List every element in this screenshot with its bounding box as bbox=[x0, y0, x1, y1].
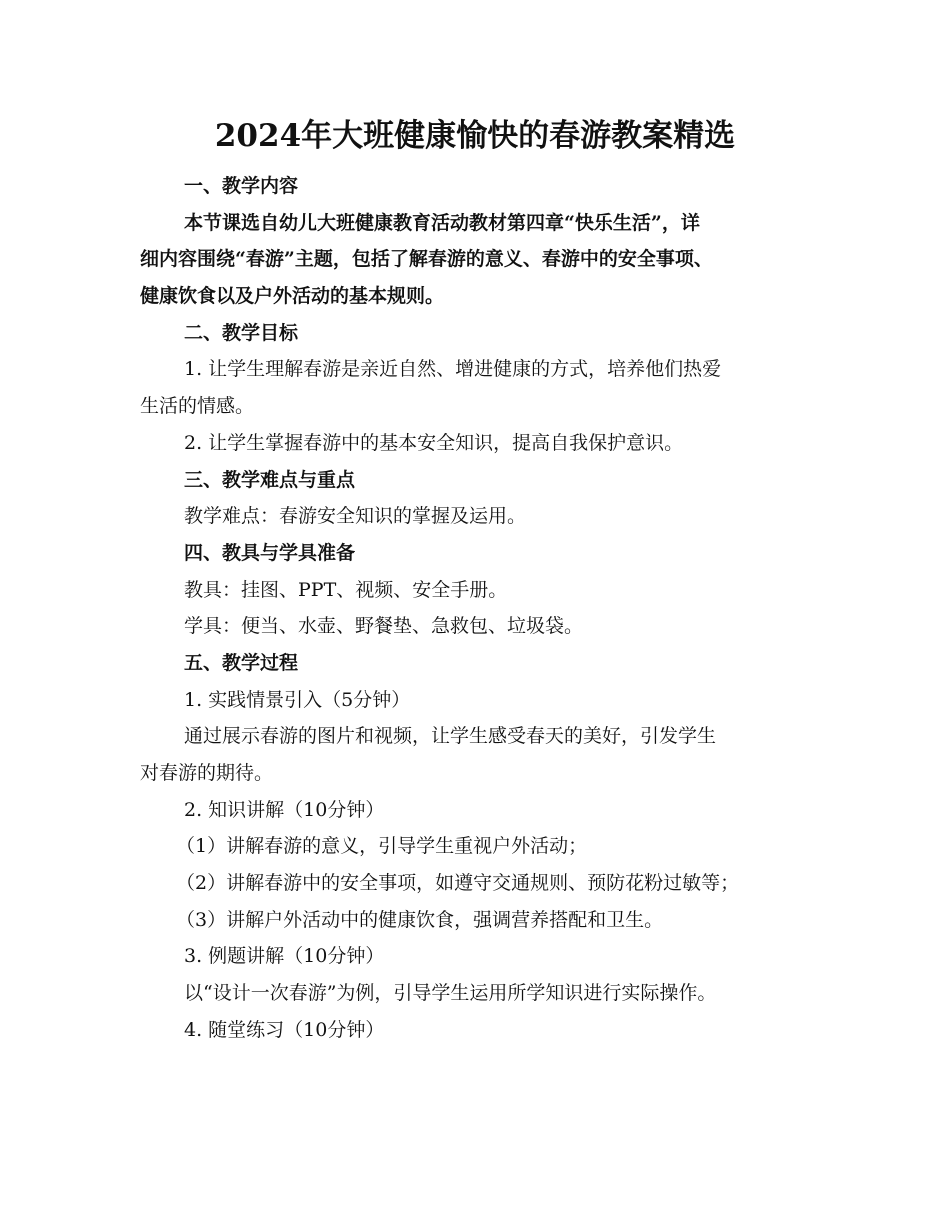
section-heading-goals: 二、教学目标 bbox=[184, 321, 299, 344]
paragraph-line: 学具：便当、水壶、野餐垫、急救包、垃圾袋。 bbox=[184, 615, 584, 638]
paragraph-line: 对春游的期待。 bbox=[140, 762, 274, 784]
paragraph-line: 生活的情感。 bbox=[140, 395, 255, 418]
paragraph-line: 细内容围绕“春游”主题，包括了解春游的意义、春游中的安全事项、 bbox=[140, 248, 713, 271]
document-title: 2024年大班健康愉快的春游教案精选 bbox=[214, 118, 736, 154]
section-heading-materials: 四、教具与学具准备 bbox=[184, 541, 356, 564]
paragraph-line: 教学难点：春游安全知识的掌握及运用。 bbox=[184, 505, 527, 528]
paragraph-line: 4. 随堂练习（10分钟） bbox=[184, 1018, 385, 1041]
paragraph-line: 本节课选自幼儿大班健康教育活动教材第四章“快乐生活”，详 bbox=[184, 211, 700, 234]
paragraph-line: 2. 让学生掌握春游中的基本安全知识，提高自我保护意识。 bbox=[184, 431, 684, 454]
list-item: （2）讲解春游中的安全事项，如遵守交通规则、预防花粉过敏等； bbox=[176, 872, 740, 895]
paragraph-line: 教具：挂图、PPT、视频、安全手册。 bbox=[184, 578, 508, 601]
section-heading-process: 五、教学过程 bbox=[184, 651, 299, 674]
section-heading-content: 一、教学内容 bbox=[184, 175, 299, 197]
paragraph-line: 2. 知识讲解（10分钟） bbox=[184, 798, 385, 821]
list-item: （1）讲解春游的意义，引导学生重视户外活动； bbox=[176, 835, 588, 858]
paragraph-line: 健康饮食以及户外活动的基本规则。 bbox=[140, 285, 445, 308]
paragraph-line: 1. 让学生理解春游是亲近自然、增进健康的方式，培养他们热爱 bbox=[184, 358, 722, 381]
paragraph-line: 1. 实践情景引入（5分钟） bbox=[184, 688, 411, 711]
paragraph-line: 3. 例题讲解（10分钟） bbox=[184, 945, 385, 968]
document-body bbox=[140, 168, 812, 1049]
paragraph-line: 通过展示春游的图片和视频，让学生感受春天的美好，引发学生 bbox=[184, 725, 717, 748]
list-item: （3）讲解户外活动中的健康饮食，强调营养搭配和卫生。 bbox=[176, 908, 664, 931]
paragraph-line: 以“设计一次春游”为例，引导学生运用所学知识进行实际操作。 bbox=[184, 982, 717, 1005]
section-heading-difficulties: 三、教学难点与重点 bbox=[184, 468, 356, 491]
